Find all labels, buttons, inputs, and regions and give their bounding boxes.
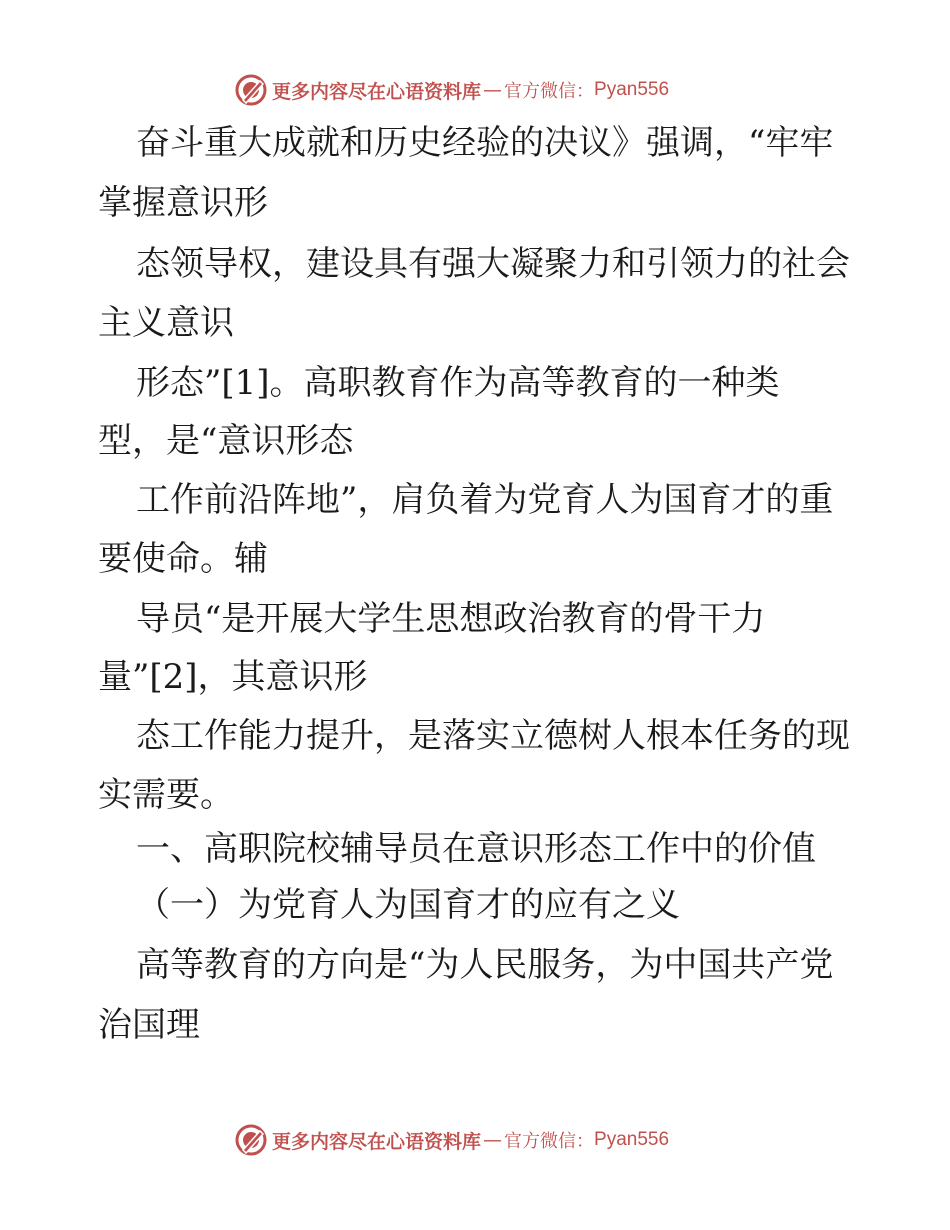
watermark-wechat-id: Pyan556	[594, 1129, 670, 1150]
section-heading: 一、高职院校辅导员在意识形态工作中的价值	[136, 829, 816, 869]
pen-seal-icon	[234, 1123, 268, 1157]
watermark-site-text: 更多内容尽在心语资料库	[272, 1130, 482, 1153]
watermark-label: 官方微信：	[504, 1131, 595, 1152]
text-line: 态领导权，建设具有强大凝聚力和引领力的社会	[136, 244, 850, 284]
text-line: 工作前沿阵地”，肩负着为党育人为国育才的重	[136, 480, 834, 520]
text-line: 形态”[1]。高职教育作为高等教育的一种类	[136, 363, 780, 403]
footer-watermark	[234, 1122, 669, 1158]
text-line: 治国理	[98, 1005, 200, 1045]
watermark-wechat-id: Pyan556	[594, 79, 670, 100]
pen-seal-icon	[234, 73, 268, 107]
text-line: 主义意识	[98, 303, 234, 343]
text-line: 实需要。	[98, 775, 234, 815]
watermark-site-text: 更多内容尽在心语资料库	[272, 80, 482, 103]
text-line: 奋斗重大成就和历史经验的决议》强调，“牢牢	[136, 123, 834, 163]
text-line: 高等教育的方向是“为人民服务，为中国共产党	[136, 945, 834, 985]
text-line: 导员“是开展大学生思想政治教育的骨干力	[136, 599, 766, 639]
text-line: 态工作能力提升，是落实立德树人根本任务的现	[136, 716, 850, 756]
subsection-heading: （一）为党育人为国育才的应有之义	[136, 885, 680, 925]
watermark-dash: —	[483, 1129, 503, 1151]
watermark-dash: —	[483, 79, 503, 101]
text-line: 要使命。辅	[98, 539, 268, 579]
header-watermark	[234, 72, 669, 108]
text-line: 掌握意识形	[98, 183, 268, 223]
text-line: 型，是“意识形态	[98, 421, 354, 461]
text-line: 量”[2]，其意识形	[98, 657, 368, 697]
watermark-label: 官方微信：	[504, 81, 595, 102]
